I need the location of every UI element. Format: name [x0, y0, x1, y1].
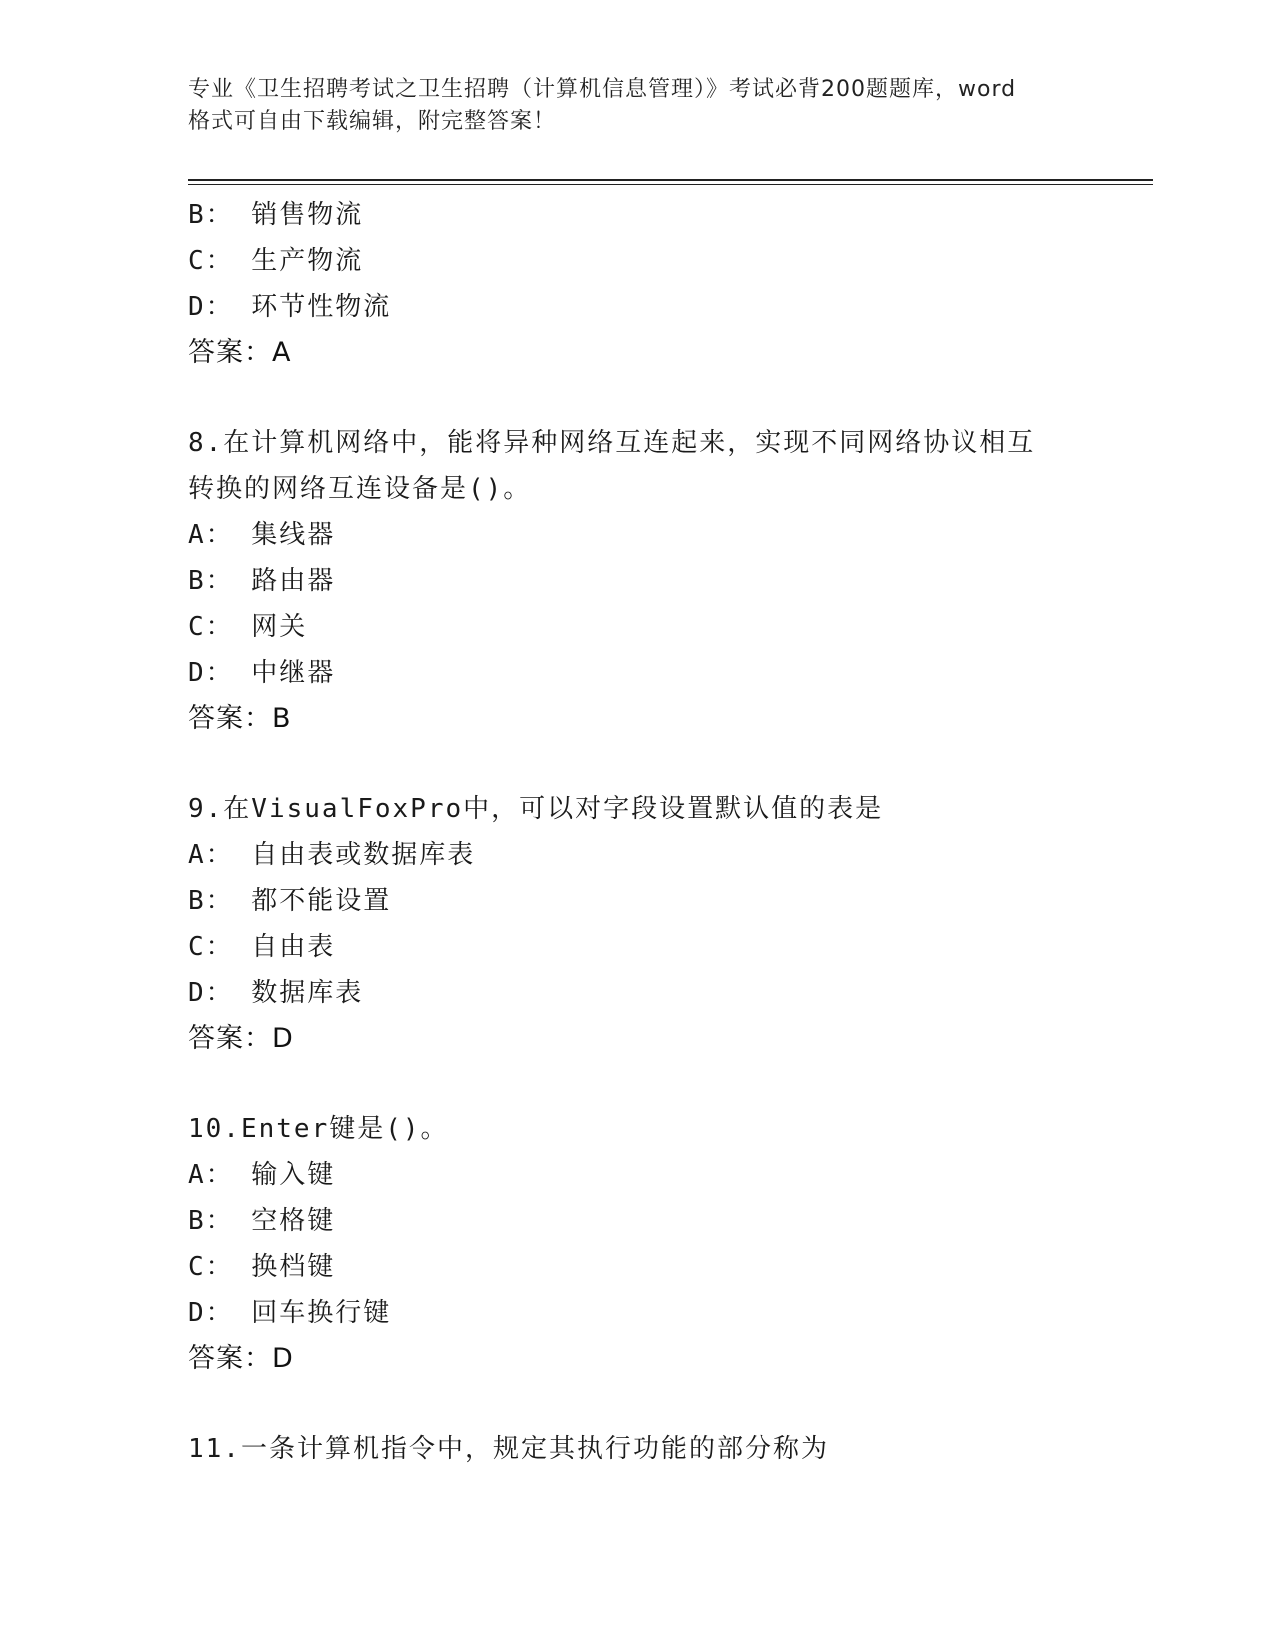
option-a: A： 输入键 — [188, 1160, 336, 1190]
question-11 — [188, 1426, 1118, 1472]
question-stem-line-2: 转换的网络互连设备是()。 — [188, 474, 532, 504]
option-d: D： 环节性物流 — [188, 292, 392, 322]
option-d: D： 回车换行键 — [188, 1298, 392, 1328]
option-b: B： 空格键 — [188, 1206, 336, 1236]
option-c: C： 生产物流 — [188, 246, 364, 276]
question-7 — [188, 192, 1118, 376]
spacer — [188, 1382, 1118, 1426]
question-stem: 10.Enter键是()。 — [188, 1114, 449, 1144]
question-10 — [188, 1106, 1118, 1382]
spacer — [188, 1062, 1118, 1106]
option-b: B： 都不能设置 — [188, 886, 392, 916]
option-b: B： 销售物流 — [188, 200, 364, 230]
option-a: A： 自由表或数据库表 — [188, 840, 476, 870]
header-line-1: 专业《卫生招聘考试之卫生招聘（计算机信息管理）》考试必背200题题库，word — [188, 77, 1017, 102]
option-c: C： 网关 — [188, 612, 308, 642]
answer: 答案：B — [188, 703, 292, 734]
document-header — [188, 74, 1088, 138]
answer: 答案：D — [188, 1023, 294, 1054]
question-stem: 9.在VisualFoxPro中，可以对字段设置默认值的表是 — [188, 794, 884, 824]
spacer — [188, 742, 1118, 786]
answer: 答案：A — [188, 337, 292, 368]
question-9 — [188, 786, 1118, 1062]
header-divider-thin — [188, 184, 1153, 185]
header-line-2: 格式可自由下载编辑，附完整答案！ — [188, 109, 557, 134]
question-list — [188, 192, 1118, 1472]
spacer — [188, 376, 1118, 420]
question-stem-line-1: 8.在计算机网络中，能将异种网络互连起来，实现不同网络协议相互 — [188, 428, 1036, 458]
option-a: A： 集线器 — [188, 520, 336, 550]
question-8 — [188, 420, 1118, 742]
option-c: C： 换档键 — [188, 1252, 336, 1282]
question-stem: 11.一条计算机指令中，规定其执行功能的部分称为 — [188, 1434, 829, 1464]
header-divider-thick — [188, 179, 1153, 181]
option-d: D： 中继器 — [188, 658, 336, 688]
answer: 答案：D — [188, 1343, 294, 1374]
option-c: C： 自由表 — [188, 932, 336, 962]
option-b: B： 路由器 — [188, 566, 336, 596]
option-d: D： 数据库表 — [188, 978, 364, 1008]
